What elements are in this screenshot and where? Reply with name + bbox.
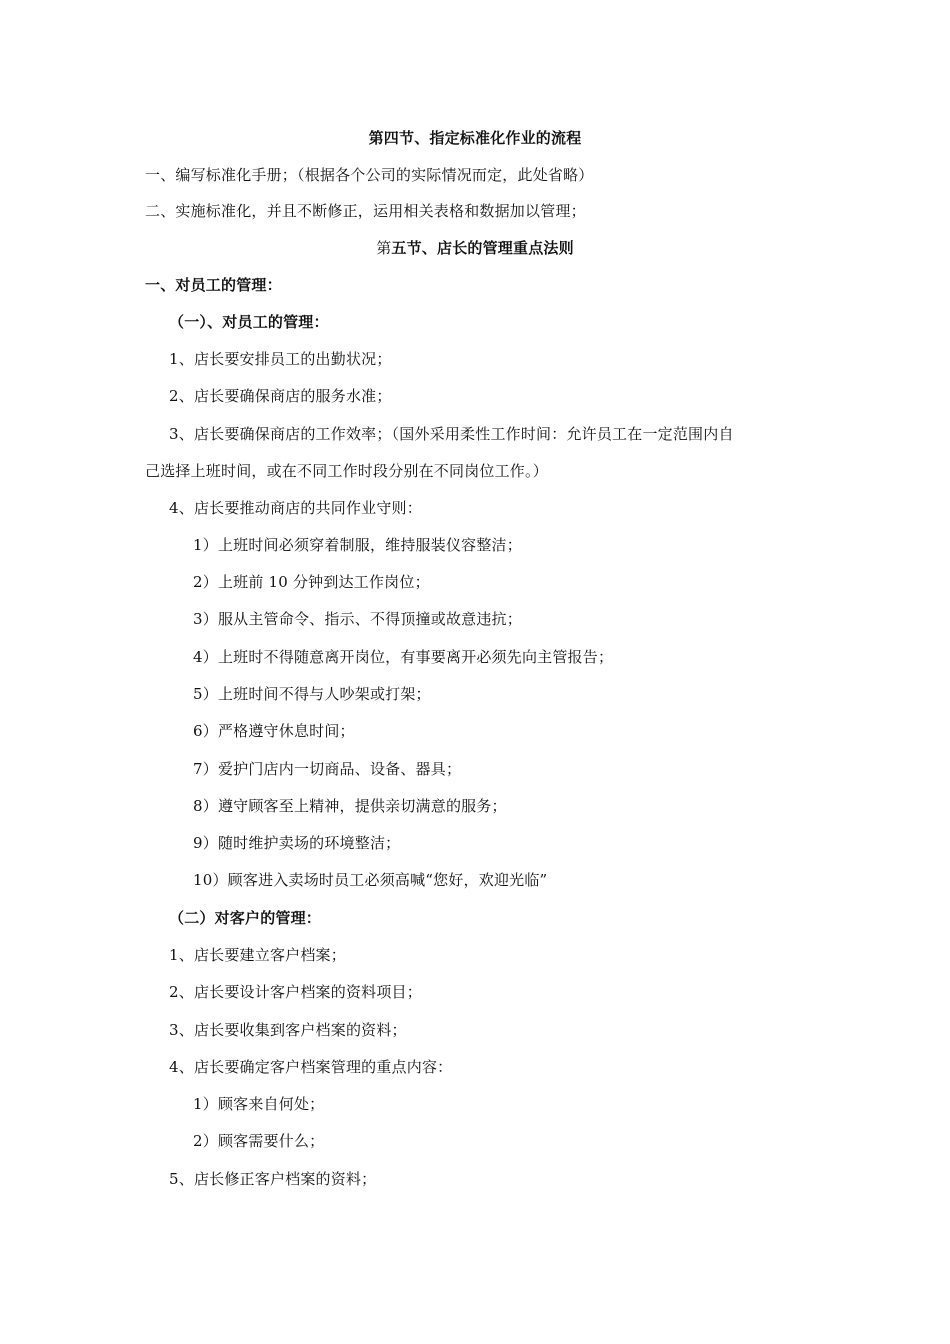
- staff-item-2: 2、店长要确保商店的服务水准；: [169, 387, 392, 405]
- rule-3: 3）服从主管命令、指示、不得顶撞或故意违抗；: [193, 610, 522, 628]
- rule-5: 5）上班时间不得与人吵架或打架；: [193, 685, 431, 703]
- customer-subitem-1: 1）顾客来自何处；: [193, 1095, 325, 1113]
- section-5-title: [0, 238, 950, 258]
- section-4-item-1: 一、编写标准化手册；（根据各个公司的实际情况而定，此处省略）: [145, 166, 594, 184]
- rule-7: 7）爱护门店内一切商品、设备、器具；: [193, 760, 462, 778]
- section-5-title-prefix: 第: [376, 239, 392, 257]
- staff-item-4: 4、店长要推动商店的共同作业守则：: [169, 499, 422, 517]
- section-4-title: 第四节、指定标准化作业的流程: [368, 129, 582, 147]
- section-4-item-2: 二、实施标准化，并且不断修正，运用相关表格和数据加以管理；: [145, 202, 586, 220]
- rule-2: 2）上班前 10 分钟到达工作岗位；: [193, 573, 430, 591]
- customer-item-2: 2、店长要设计客户档案的资料项目；: [169, 983, 422, 1001]
- customer-item-4: 4、店长要确定客户档案管理的重点内容：: [169, 1058, 453, 1076]
- staff-item-1: 1、店长要安排员工的出勤状况；: [169, 350, 392, 368]
- staff-item-3-continued: 己选择上班时间，或在不同工作时段分别在不同岗位工作。）: [145, 462, 548, 480]
- section-5-title-rest: 五节、店长的管理重点法则: [391, 239, 574, 257]
- sub-1-heading: （一）、对员工的管理：: [169, 313, 329, 331]
- customer-item-5: 5、店长修正客户档案的资料；: [169, 1170, 377, 1188]
- rule-8: 8）遵守顾客至上精神，提供亲切满意的服务；: [193, 797, 507, 815]
- rule-10: 10）顾客进入卖场时员工必须高喊“您好，欢迎光临”: [193, 871, 548, 889]
- customer-subitem-2: 2）顾客需要什么；: [193, 1132, 325, 1150]
- rule-9: 9）随时维护卖场的环境整洁；: [193, 834, 401, 852]
- rule-1: 1）上班时间必须穿着制服，维持服装仪容整洁；: [193, 536, 522, 554]
- rule-6: 6）严格遵守休息时间；: [193, 722, 355, 740]
- customer-item-1: 1、店长要建立客户档案；: [169, 946, 346, 964]
- customer-item-3: 3、店长要收集到客户档案的资料；: [169, 1021, 407, 1039]
- part-1-heading: 一、对员工的管理：: [145, 276, 282, 294]
- rule-4: 4）上班时不得随意离开岗位，有事要离开必须先向主管报告；: [193, 648, 614, 666]
- sub-2-heading: （二）对客户的管理：: [169, 909, 322, 927]
- staff-item-3: 3、店长要确保商店的工作效率；（国外采用柔性工作时间：允许员工在一定范围内自: [169, 425, 734, 443]
